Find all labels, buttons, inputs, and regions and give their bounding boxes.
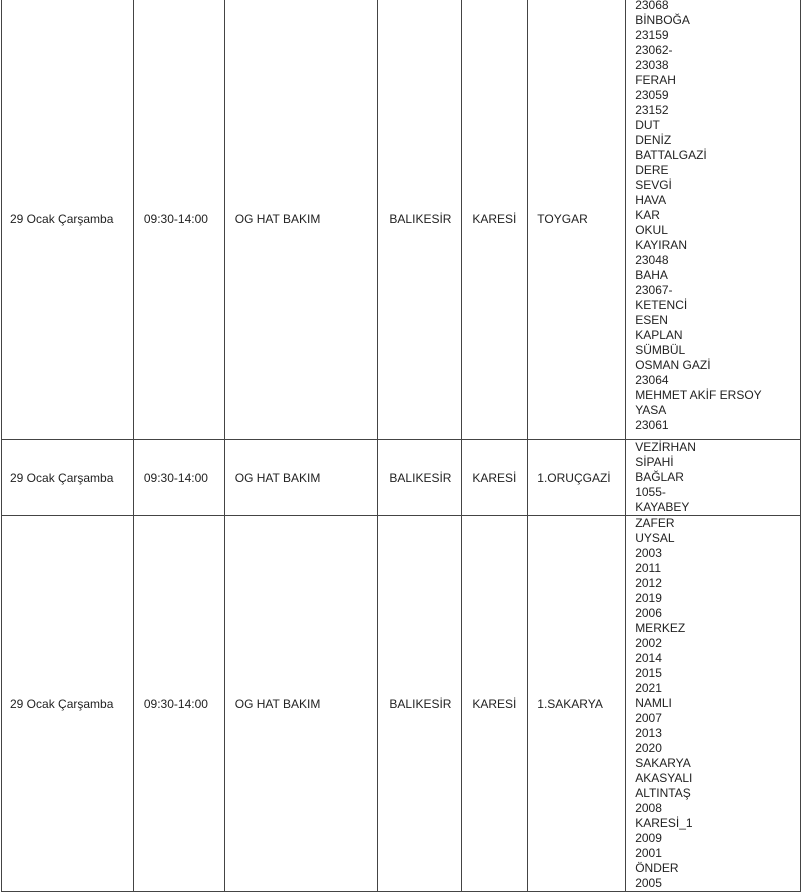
affected-items-cell bbox=[626, 0, 801, 440]
list-item: ÖNDER bbox=[635, 861, 679, 875]
list-item: 23038 bbox=[635, 57, 669, 72]
list-item: 2014 bbox=[635, 651, 662, 665]
list-item: SAKARYA bbox=[635, 756, 691, 770]
list-item: FERAH bbox=[635, 72, 676, 87]
list-item: DUT bbox=[635, 117, 660, 132]
work-type-cell: OG HAT BAKIM bbox=[224, 0, 378, 440]
table-row bbox=[2, 516, 801, 892]
list-item: MEHMET AKİF ERSOY bbox=[635, 387, 762, 402]
list-item: HAVA bbox=[635, 192, 667, 207]
list-item: 2015 bbox=[635, 666, 662, 680]
list-item: KAYIRAN bbox=[635, 237, 687, 252]
list-item: BAĞLAR bbox=[635, 470, 684, 484]
affected-items-cell bbox=[626, 516, 801, 892]
list-item: 23062- bbox=[635, 42, 673, 57]
list-item: SÜMBÜL bbox=[635, 342, 686, 357]
list-item: OKUL bbox=[635, 222, 668, 237]
table-row bbox=[2, 0, 801, 440]
list-item: 2006 bbox=[635, 606, 662, 620]
city-cell: BALIKESİR bbox=[378, 440, 462, 516]
list-item: SİPAHİ bbox=[635, 455, 674, 469]
list-item: 2005 bbox=[635, 876, 662, 890]
list-item: 1055- bbox=[635, 485, 666, 499]
list-item: 2021 bbox=[635, 681, 662, 695]
time-cell: 09:30-14:00 bbox=[133, 440, 224, 516]
list-item: DERE bbox=[635, 162, 669, 177]
area-cell: TOYGAR bbox=[528, 0, 626, 440]
outage-table bbox=[1, 0, 801, 892]
list-item: BİNBOĞA bbox=[635, 12, 690, 27]
list-item: BATTALGAZİ bbox=[635, 147, 707, 162]
list-item: 2019 bbox=[635, 591, 662, 605]
list-item: 2002 bbox=[635, 636, 662, 650]
table-row bbox=[2, 440, 801, 516]
affected-items-cell bbox=[626, 440, 801, 516]
date-cell: 29 Ocak Çarşamba bbox=[2, 0, 134, 440]
list-item: DENİZ bbox=[635, 132, 672, 147]
work-type-cell: OG HAT BAKIM bbox=[224, 516, 378, 892]
list-item: 23059 bbox=[635, 87, 669, 102]
list-item: ESEN bbox=[635, 312, 668, 327]
city-cell: BALIKESİR bbox=[378, 516, 462, 892]
list-item: 2013 bbox=[635, 726, 662, 740]
list-item: KAR bbox=[635, 207, 660, 222]
list-item: 23159 bbox=[635, 27, 669, 42]
list-item: KAYABEY bbox=[635, 500, 690, 514]
time-cell: 09:30-14:00 bbox=[133, 0, 224, 440]
list-item: 2009 bbox=[635, 831, 662, 845]
list-item: BAHA bbox=[635, 267, 668, 282]
list-item: KAPLAN bbox=[635, 327, 683, 342]
list-item: 2003 bbox=[635, 546, 662, 560]
list-item: 2012 bbox=[635, 576, 662, 590]
list-item: SEVGİ bbox=[635, 177, 672, 192]
list-item: ALTINTAŞ bbox=[635, 786, 691, 800]
date-cell: 29 Ocak Çarşamba bbox=[2, 440, 134, 516]
list-item: 2001 bbox=[635, 846, 662, 860]
list-item: 2007 bbox=[635, 711, 662, 725]
list-item: 23048 bbox=[635, 252, 669, 267]
list-item: YASA bbox=[635, 402, 667, 417]
list-item: VEZİRHAN bbox=[635, 440, 696, 454]
list-item: KETENCİ bbox=[635, 297, 688, 312]
list-item: 23064 bbox=[635, 372, 669, 387]
list-item: NAMLI bbox=[635, 696, 672, 710]
district-cell: KARESİ bbox=[462, 0, 528, 440]
list-item: OSMAN GAZİ bbox=[635, 357, 711, 372]
list-item: 23068 bbox=[635, 0, 669, 12]
list-item: 2008 bbox=[635, 801, 662, 815]
date-cell: 29 Ocak Çarşamba bbox=[2, 516, 134, 892]
work-type-cell: OG HAT BAKIM bbox=[224, 440, 378, 516]
city-cell: BALIKESİR bbox=[378, 0, 462, 440]
list-item: 2011 bbox=[635, 561, 661, 575]
list-item: ZAFER bbox=[635, 516, 675, 530]
time-cell: 09:30-14:00 bbox=[133, 516, 224, 892]
area-cell: 1.SAKARYA bbox=[528, 516, 626, 892]
district-cell: KARESİ bbox=[462, 440, 528, 516]
list-item: MERKEZ bbox=[635, 621, 686, 635]
list-item: 2020 bbox=[635, 741, 662, 755]
list-item: KARESİ_1 bbox=[635, 816, 693, 830]
area-cell: 1.ORUÇGAZİ bbox=[528, 440, 626, 516]
list-item: 23152 bbox=[635, 102, 669, 117]
district-cell: KARESİ bbox=[462, 516, 528, 892]
list-item: 23067- bbox=[635, 282, 673, 297]
list-item: UYSAL bbox=[635, 531, 675, 545]
list-item: 23061 bbox=[635, 417, 669, 432]
list-item: AKASYALI bbox=[635, 771, 693, 785]
